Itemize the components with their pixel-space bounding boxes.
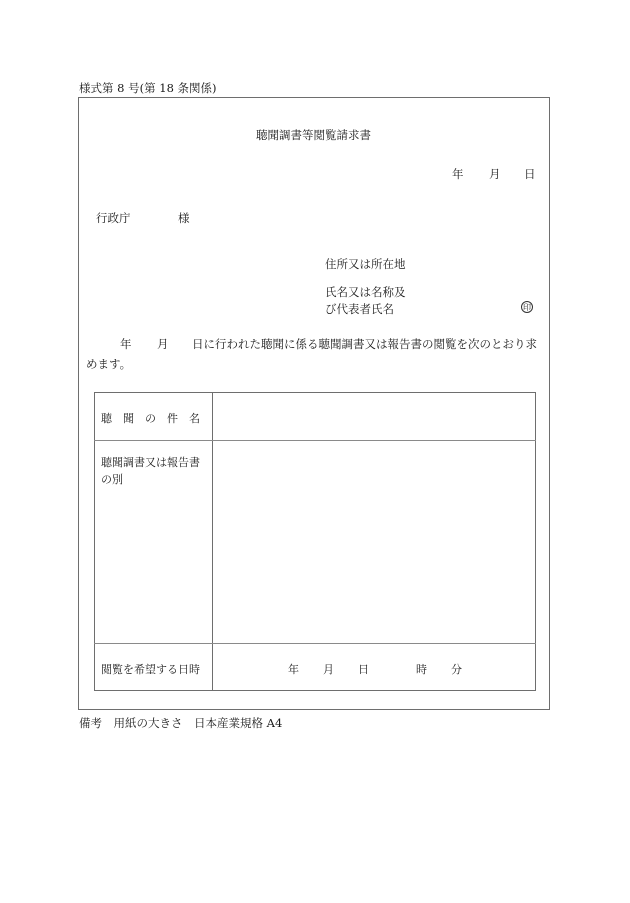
record-type-label-line2: の別 (101, 473, 123, 486)
addressee-agency: 行政庁 (96, 211, 131, 225)
applicant-name-label-line2: び代表者氏名 (325, 302, 394, 316)
hearing-month-label: 月 (157, 337, 169, 351)
request-statement-line2: めます。 (86, 357, 132, 371)
record-type-label-line1: 聴聞調書又は報告書 (101, 456, 200, 469)
record-type-field[interactable] (214, 441, 534, 642)
viewing-day-label: 日 (358, 663, 369, 676)
date-year-label: 年 (452, 167, 464, 181)
viewing-hour-label: 時 (416, 663, 427, 676)
viewing-minute-label: 分 (451, 663, 462, 676)
addressee-honorific: 様 (178, 211, 190, 225)
viewing-year-label: 年 (288, 663, 299, 676)
hearing-subject-label: 聴 聞 の 件 名 (101, 412, 200, 425)
remarks-note: 備考 用紙の大きさ 日本産業規格 A4 (79, 716, 283, 730)
hearing-year-label: 年 (120, 337, 132, 351)
document-title: 聴聞調書等閲覧請求書 (256, 128, 371, 142)
hearing-subject-field[interactable] (214, 393, 534, 439)
viewing-month-label: 月 (323, 663, 334, 676)
date-month-label: 月 (489, 167, 501, 181)
applicant-address-label: 住所又は所在地 (325, 257, 406, 271)
seal-icon: 印 (523, 303, 531, 312)
table-column-divider (212, 392, 213, 691)
date-day-label: 日 (524, 167, 536, 181)
form-number-label: 様式第 8 号(第 18 条関係) (79, 81, 217, 95)
table-row-divider (94, 643, 536, 644)
viewing-datetime-label: 閲覧を希望する日時 (101, 663, 200, 676)
applicant-name-label-line1: 氏名又は名称及 (325, 285, 406, 299)
request-statement-text: 日に行われた聴聞に係る聴聞調書又は報告書の閲覧を次のとおり求 (192, 337, 537, 351)
